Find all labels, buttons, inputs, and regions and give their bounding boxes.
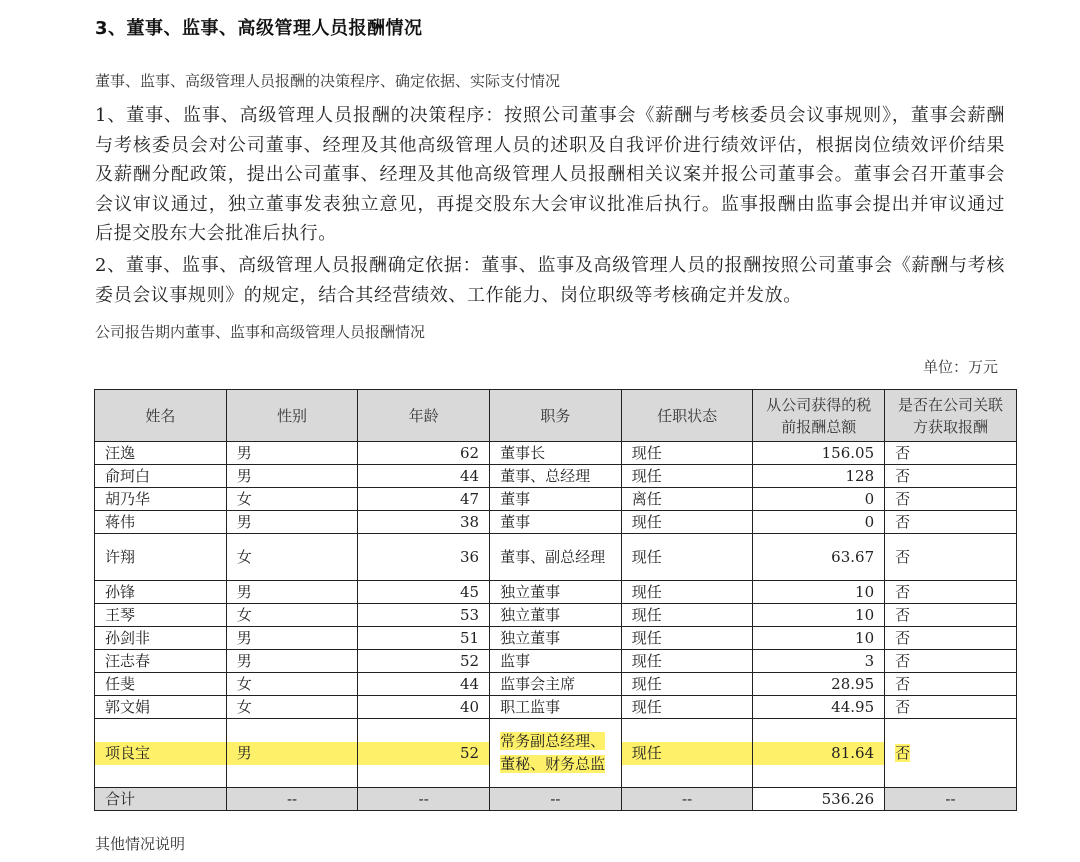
cell-age: 52 xyxy=(358,650,490,673)
paragraph-determination-basis: 2、董事、监事、高级管理人员报酬确定依据：董事、监事及高级管理人员的报酬按照公司董事会《薪酬与考核委员会议事规则》的规定，结合其经营绩效、工作能力、岗位职级等考核确定并发放。 xyxy=(95,255,1005,306)
cell-position: 董事长 xyxy=(490,442,622,465)
cell-position: 独立董事 xyxy=(490,581,622,604)
cell-age: 38 xyxy=(358,511,490,534)
cell-position: 职工监事 xyxy=(490,696,622,719)
cell-pay: 10 xyxy=(753,581,885,604)
subhead-decision-process: 董事、监事、高级管理人员报酬的决策程序、确定依据、实际支付情况 xyxy=(95,72,561,90)
cell-name: 王琴 xyxy=(95,604,227,627)
cell-age: 40 xyxy=(358,696,490,719)
cell-gender: 男 xyxy=(226,581,358,604)
cell-name: 俞珂白 xyxy=(95,465,227,488)
cell-gender xyxy=(226,719,358,788)
table-row xyxy=(95,604,1017,627)
cell-age: 62 xyxy=(358,442,490,465)
table-row xyxy=(95,511,1017,534)
cell-related: 否 xyxy=(885,534,1017,581)
cell-pay: 44.95 xyxy=(753,696,885,719)
cell-related: 否 xyxy=(885,581,1017,604)
cell-pay: 81.64 xyxy=(753,719,885,788)
cell-pay: 10 xyxy=(753,627,885,650)
cell-name: 孙剑非 xyxy=(95,627,227,650)
cell-name: 任斐 xyxy=(95,673,227,696)
highlighted-text: 现任 xyxy=(631,744,662,762)
highlighted-text: 项良宝 xyxy=(105,744,151,762)
paragraph-decision-procedure: 1、董事、监事、高级管理人员报酬的决策程序：按照公司董事会《薪酬与考核委员会议事规则》，董事会薪酬与考核委员会对公司董事、经理及其他高级管理人员的述职及自我评价进行绩效评估，根据岗位绩效评价结果及薪酬分配政策，提出公司董事、经理及其他高级管理人员报酬相关议案并报公司董事会。董事会召开董事会会议审议通过，独立董事发表独立意见，再提交股东大会审议批准后执行。监事报酬由监事会提出并审议通过后提交股东大会批准后执行。 xyxy=(95,105,1005,244)
cell-pay: 10 xyxy=(753,604,885,627)
table-row xyxy=(95,673,1017,696)
header-related-party-pay: 是否在公司关联方获取报酬 xyxy=(885,390,1017,442)
cell-position: 独立董事 xyxy=(490,604,622,627)
cell-total-pay: 536.26 xyxy=(753,788,885,811)
cell-related: 否 xyxy=(885,650,1017,673)
cell-status: 现任 xyxy=(621,627,753,650)
cell-pay: 0 xyxy=(753,488,885,511)
section-title: 3、董事、监事、高级管理人员报酬情况 xyxy=(95,18,423,39)
cell-name: 汪逸 xyxy=(95,442,227,465)
cell-status: 离任 xyxy=(621,488,753,511)
cell-pay: 0 xyxy=(753,511,885,534)
subhead-compensation-table: 公司报告期内董事、监事和高级管理人员报酬情况 xyxy=(95,323,426,341)
cell-total-status: -- xyxy=(621,788,753,811)
cell-total-position: -- xyxy=(490,788,622,811)
cell-status: 现任 xyxy=(621,465,753,488)
cell-gender: 男 xyxy=(226,465,358,488)
cell-status: 现任 xyxy=(621,673,753,696)
header-position: 职务 xyxy=(490,390,622,442)
cell-age: 44 xyxy=(358,465,490,488)
unit-label: 单位：万元 xyxy=(922,358,998,376)
cell-age: 51 xyxy=(358,627,490,650)
cell-pay: 156.05 xyxy=(753,442,885,465)
table-row xyxy=(95,627,1017,650)
highlighted-text: 否 xyxy=(895,744,911,762)
cell-position xyxy=(490,719,622,788)
cell-related xyxy=(885,719,1017,788)
cell-position: 董事、副总经理 xyxy=(490,534,622,581)
cell-gender: 男 xyxy=(226,650,358,673)
cell-total-label: 合计 xyxy=(95,788,227,811)
cell-age: 52 xyxy=(358,719,490,788)
cell-name: 蒋伟 xyxy=(95,511,227,534)
cell-related: 否 xyxy=(885,673,1017,696)
cell-gender: 男 xyxy=(226,627,358,650)
cell-position: 董事 xyxy=(490,511,622,534)
table-header-row xyxy=(95,390,1017,442)
cell-status: 现任 xyxy=(621,604,753,627)
cell-position: 独立董事 xyxy=(490,627,622,650)
cell-status: 现任 xyxy=(621,534,753,581)
cell-related: 否 xyxy=(885,488,1017,511)
cell-pay: 63.67 xyxy=(753,534,885,581)
table-row xyxy=(95,465,1017,488)
cell-pay: 128 xyxy=(753,465,885,488)
cell-total-age: -- xyxy=(358,788,490,811)
compensation-table xyxy=(94,389,1017,811)
cell-related: 否 xyxy=(885,465,1017,488)
cell-name: 许翔 xyxy=(95,534,227,581)
cell-position: 监事 xyxy=(490,650,622,673)
cell-status: 现任 xyxy=(621,581,753,604)
cell-name: 汪志春 xyxy=(95,650,227,673)
cell-age: 45 xyxy=(358,581,490,604)
cell-age: 44 xyxy=(358,673,490,696)
cell-position: 董事、总经理 xyxy=(490,465,622,488)
highlighted-text: 男 xyxy=(236,744,252,762)
cell-related: 否 xyxy=(885,511,1017,534)
cell-age: 53 xyxy=(358,604,490,627)
cell-total-gender: -- xyxy=(226,788,358,811)
table-row xyxy=(95,581,1017,604)
table-row xyxy=(95,650,1017,673)
table-row xyxy=(95,534,1017,581)
cell-status: 现任 xyxy=(621,442,753,465)
table-row xyxy=(95,488,1017,511)
header-age: 年龄 xyxy=(358,390,490,442)
table-row xyxy=(95,696,1017,719)
cell-gender: 女 xyxy=(226,534,358,581)
cell-name: 孙锋 xyxy=(95,581,227,604)
cell-related: 否 xyxy=(885,442,1017,465)
cell-age: 47 xyxy=(358,488,490,511)
header-status: 任职状态 xyxy=(621,390,753,442)
cell-name xyxy=(95,719,227,788)
cell-pay: 3 xyxy=(753,650,885,673)
cell-status: 现任 xyxy=(621,696,753,719)
cell-gender: 女 xyxy=(226,488,358,511)
cell-gender: 男 xyxy=(226,442,358,465)
cell-status: 现任 xyxy=(621,511,753,534)
table-total-row xyxy=(95,788,1017,811)
header-pretax-pay: 从公司获得的税前报酬总额 xyxy=(753,390,885,442)
cell-status: 现任 xyxy=(621,650,753,673)
cell-total-related: -- xyxy=(885,788,1017,811)
table-row-highlighted xyxy=(95,719,1017,788)
cell-name: 郭文娟 xyxy=(95,696,227,719)
highlighted-text: 常务副总经理、董秘、财务总监 xyxy=(500,732,606,773)
cell-gender: 女 xyxy=(226,604,358,627)
table-row xyxy=(95,442,1017,465)
cell-name: 胡乃华 xyxy=(95,488,227,511)
cell-related: 否 xyxy=(885,627,1017,650)
header-gender: 性别 xyxy=(226,390,358,442)
cell-pay: 28.95 xyxy=(753,673,885,696)
cell-position: 董事 xyxy=(490,488,622,511)
cell-gender: 男 xyxy=(226,511,358,534)
cell-status xyxy=(621,719,753,788)
cell-position: 监事会主席 xyxy=(490,673,622,696)
other-notes-label: 其他情况说明 xyxy=(95,835,186,853)
cell-gender: 女 xyxy=(226,696,358,719)
header-name: 姓名 xyxy=(95,390,227,442)
cell-related: 否 xyxy=(885,696,1017,719)
cell-related: 否 xyxy=(885,604,1017,627)
cell-gender: 女 xyxy=(226,673,358,696)
cell-age: 36 xyxy=(358,534,490,581)
